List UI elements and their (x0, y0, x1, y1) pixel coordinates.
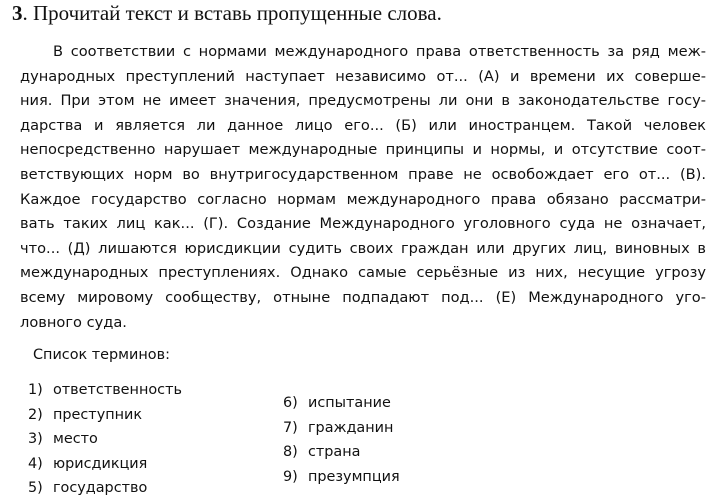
term-text: ответственность (53, 382, 182, 398)
task-number: 3 (12, 1, 23, 25)
term-number: 4) (28, 455, 43, 472)
term-text: государство (53, 480, 148, 497)
term-number: 7) (283, 419, 298, 436)
term-item (28, 378, 182, 403)
task-title (12, 0, 442, 26)
passage-line: Каждое государство согласно нормам международного права обязано рассматри- (20, 190, 706, 208)
term-item (28, 476, 182, 501)
passage-line: дарства и является ли данное лицо его... (Б) или иностранцем. Такой человек (20, 116, 706, 134)
passage-line: непосредственно нарушает международные принципы и нормы, и отсутствие соот- (20, 141, 706, 159)
term-item (28, 403, 182, 428)
passage-line: всему мировому сообществу, отныне подпадают под... (Е) Международного уго- (20, 288, 706, 306)
term-item (28, 452, 182, 477)
terms-list-right (283, 391, 400, 489)
term-number: 1) (28, 382, 43, 398)
passage-line: В соответствии с нормами международного права ответственность за ряд меж- (53, 43, 706, 60)
passage-line: ния. При этом не имеет значения, предусмотрены ли они в законодательстве госу- (20, 92, 706, 110)
passage-line: что... (Д) лишаются юрисдикции судить своих граждан или других лиц, виновных в (20, 239, 706, 257)
term-number: 5) (28, 480, 43, 497)
term-text: испытание (308, 395, 391, 411)
term-item (283, 391, 400, 416)
passage-text (20, 40, 706, 335)
term-text: юрисдикция (53, 455, 148, 472)
term-number: 9) (283, 468, 298, 485)
term-text: презумпция (308, 468, 400, 485)
terms-heading: Список терминов: (33, 347, 170, 363)
term-number: 6) (283, 395, 298, 411)
term-item (28, 427, 182, 452)
terms-list-left (28, 378, 182, 501)
term-text: гражданин (308, 419, 394, 436)
task-instruction: . Прочитай текст и вставь пропущенные слова. (22, 1, 442, 25)
passage-line: ловного суда. (20, 313, 127, 331)
passage-line: ветствующих норм во внутригосударственном праве не освобождает его от... (В). (20, 165, 706, 183)
passage-line: международных преступлениях. Однако самые серьёзные из них, несущие угрозу (20, 264, 706, 282)
term-number: 8) (283, 444, 298, 461)
term-number: 3) (28, 431, 43, 448)
term-item (283, 440, 400, 465)
passage-line: вать таких лиц как... (Г). Создание Международного уголовного суда не означает, (20, 215, 706, 233)
passage-line: дународных преступлений наступает независимо от... (А) и времени их соверше- (20, 67, 706, 85)
term-text: место (53, 431, 98, 448)
term-text: страна (308, 444, 361, 461)
term-item (283, 416, 400, 441)
term-number: 2) (28, 406, 43, 423)
term-text: преступник (53, 406, 143, 423)
term-item (283, 465, 400, 490)
